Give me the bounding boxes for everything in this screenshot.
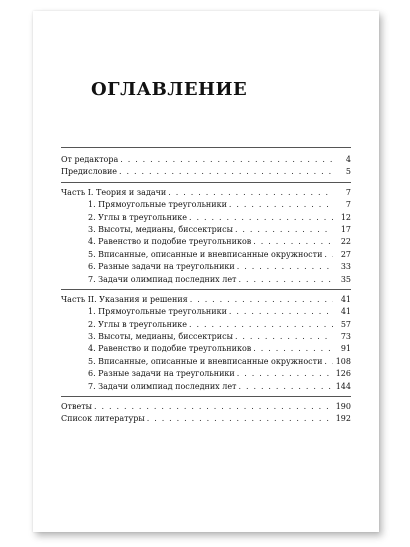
toc-entry-answers — [61, 401, 351, 413]
leader-dots — [229, 306, 333, 318]
page-title: ОГЛАВЛЕНИЕ — [91, 79, 248, 100]
toc-entry-page: 144 — [335, 381, 351, 391]
toc-entry-label: 4. Равенство и подобие треугольников — [88, 344, 252, 354]
divider — [61, 289, 351, 290]
toc-entry-page: 33 — [340, 262, 351, 272]
leader-dots — [253, 343, 333, 355]
toc-subentry — [61, 343, 351, 355]
toc-subentry — [61, 249, 351, 261]
leader-dots — [120, 154, 333, 166]
toc-entry-label: 5. Вписанные, описанные и вневписанные окружности — [88, 356, 323, 366]
toc-part-label: Часть I. Теория и задачи — [61, 187, 167, 197]
toc-entry-label: От редактора — [61, 155, 119, 164]
toc-entry-page: 7 — [345, 200, 351, 210]
toc-entry-label: 6. Разные задачи на треугольники — [88, 369, 235, 379]
leader-dots — [235, 224, 333, 236]
toc-entry-page: 7 — [345, 187, 351, 197]
toc-subentry — [61, 274, 351, 286]
toc-subentry — [61, 199, 351, 211]
toc-entry-label: Ответы — [61, 402, 93, 412]
table-of-contents — [61, 147, 351, 426]
toc-entry-page: 12 — [340, 212, 351, 222]
toc-subentry — [61, 224, 351, 236]
toc-entry-label: 1. Прямоугольные треугольники — [88, 200, 227, 210]
toc-subentry — [61, 356, 351, 368]
toc-subentry — [61, 319, 351, 331]
toc-entry-label: 4. Равенство и подобие треугольников — [88, 237, 252, 247]
leader-dots — [189, 212, 333, 224]
toc-subentry — [61, 368, 351, 380]
toc-part-label: Часть II. Указания и решения — [61, 294, 188, 304]
leader-dots — [94, 401, 333, 413]
toc-subentry — [61, 331, 351, 343]
toc-subentry — [61, 306, 351, 318]
leader-dots — [235, 331, 333, 343]
toc-entry-page: 73 — [340, 332, 351, 342]
toc-entry-label: Список литературы — [61, 414, 145, 424]
toc-entry-page: 17 — [340, 224, 351, 234]
toc-entry-page: 192 — [335, 414, 351, 424]
toc-entry-page: 5 — [345, 167, 351, 177]
toc-entry-page: 4 — [345, 155, 351, 164]
toc-entry-page: 22 — [340, 237, 351, 247]
toc-entry-label: Предисловие — [61, 167, 118, 177]
toc-entry-bibliography — [61, 413, 351, 425]
toc-entry-page: 91 — [340, 344, 351, 354]
leader-dots — [229, 199, 333, 211]
divider — [61, 147, 351, 148]
toc-entry-label: 5. Вписанные, описанные и вневписанные окружности — [88, 249, 323, 259]
toc-entry-label: 3. Высоты, медианы, биссектрисы — [88, 332, 233, 342]
toc-entry-label: 3. Высоты, медианы, биссектрисы — [88, 224, 233, 234]
toc-entry-label: 6. Разные задачи на треугольники — [88, 262, 235, 272]
toc-entry-editor — [61, 154, 351, 166]
leader-dots — [324, 356, 333, 368]
toc-entry-label: 1. Прямоугольные треугольники — [88, 307, 227, 317]
leader-dots — [237, 368, 333, 380]
toc-entry-page: 57 — [340, 319, 351, 329]
toc-entry-page: 41 — [340, 294, 351, 304]
toc-subentry — [61, 212, 351, 224]
toc-part-2 — [61, 294, 351, 306]
toc-entry-label: 7. Задачи олимпиад последних лет — [88, 274, 237, 284]
divider — [61, 182, 351, 183]
toc-entry-page: 41 — [340, 307, 351, 317]
toc-entry-page: 108 — [335, 356, 351, 366]
divider — [61, 396, 351, 397]
toc-entry-label: 7. Задачи олимпиад последних лет — [88, 381, 237, 391]
toc-entry-preface — [61, 166, 351, 178]
toc-subentry — [61, 381, 351, 393]
leader-dots — [253, 236, 333, 248]
toc-subentry — [61, 261, 351, 273]
toc-part-1 — [61, 187, 351, 199]
toc-entry-page: 27 — [340, 249, 351, 259]
toc-entry-page: 35 — [340, 274, 351, 284]
toc-entry-page: 190 — [335, 402, 351, 412]
toc-entry-label: 2. Углы в треугольнике — [88, 319, 188, 329]
leader-dots — [324, 249, 333, 261]
leader-dots — [147, 413, 333, 425]
leader-dots — [189, 319, 333, 331]
leader-dots — [238, 274, 333, 286]
toc-entry-label: 2. Углы в треугольнике — [88, 212, 188, 222]
leader-dots — [238, 381, 333, 393]
toc-subentry — [61, 236, 351, 248]
leader-dots — [119, 166, 333, 178]
leader-dots — [190, 294, 333, 306]
leader-dots — [168, 187, 333, 199]
book-page — [33, 11, 379, 532]
leader-dots — [237, 261, 333, 273]
toc-entry-page: 126 — [335, 369, 351, 379]
